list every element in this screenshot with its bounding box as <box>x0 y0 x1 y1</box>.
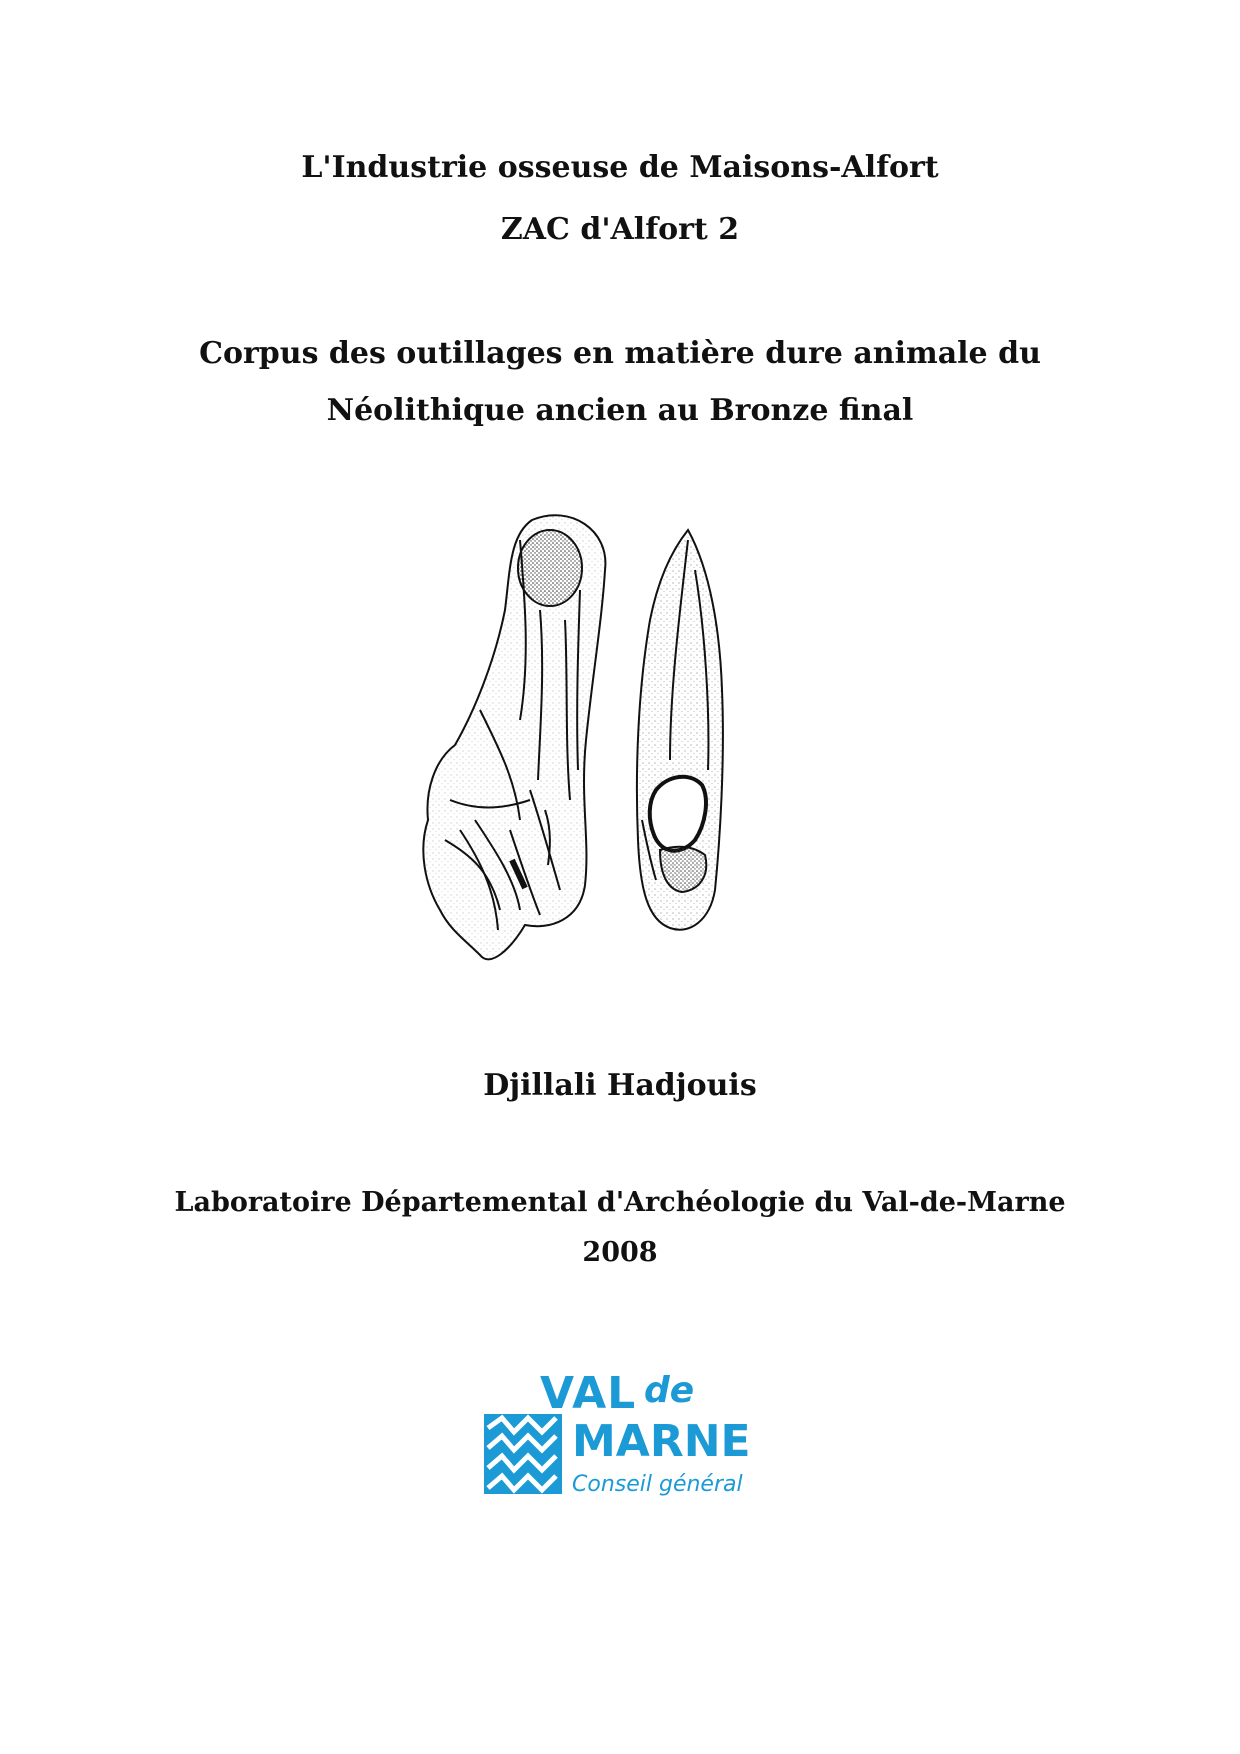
logo-conseil-text: Conseil général <box>572 1472 743 1497</box>
val-de-marne-mark-icon <box>484 1414 562 1494</box>
bone-tool-drawing-icon <box>420 510 840 1010</box>
logo-val-text: VAL <box>540 1368 637 1419</box>
logo-marne-text: MARNE <box>572 1416 751 1467</box>
subtitle-line-1: Corpus des outillages en matière dure animale du <box>199 336 1041 371</box>
laboratory-name: Laboratoire Départemental d'Archéologie du Val-de-Marne <box>174 1187 1066 1218</box>
val-de-marne-logo <box>484 1368 764 1508</box>
publication-year: 2008 <box>582 1237 658 1268</box>
subtitle-line-2: Néolithique ancien au Bronze final <box>326 393 914 428</box>
author-name: Djillali Hadjouis <box>483 1068 757 1103</box>
right-artifact <box>637 530 723 930</box>
title-line-1: L'Industrie osseuse de Maisons-Alfort <box>301 150 939 185</box>
logo-de-text: de <box>644 1370 695 1411</box>
left-artifact <box>423 515 605 959</box>
title-line-2: ZAC d'Alfort 2 <box>500 212 740 247</box>
